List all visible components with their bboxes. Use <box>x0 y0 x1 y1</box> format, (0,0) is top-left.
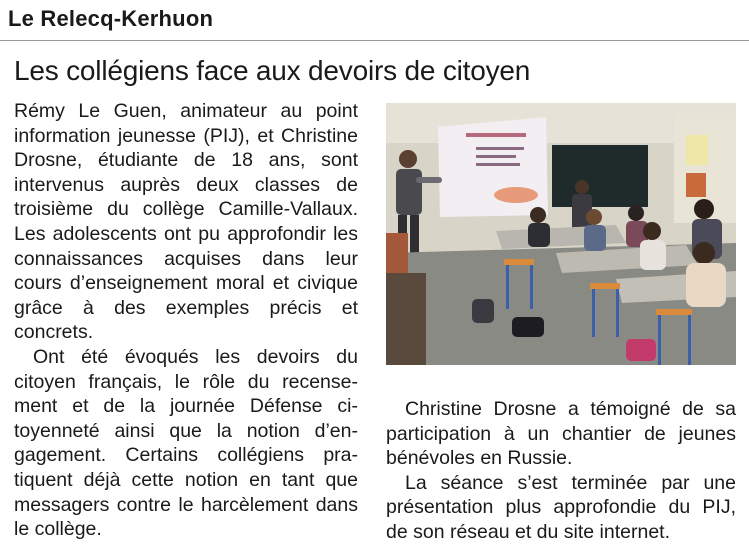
chair <box>504 259 534 265</box>
classroom-photo <box>386 103 736 365</box>
backpack <box>512 317 544 337</box>
student <box>530 207 546 223</box>
article-paragraph: Christine Drosne a témoigné de sa participation à un chantier de jeunes bénévoles en Russie. <box>386 398 736 470</box>
article-paragraph: Rémy Le Guen, animateur au point information jeunesse (PIJ), et Christine Drosne, étudiante de 18 ans, sont intervenus auprès deux classes de troisième du collège Camille-Vallaux. Les adolescents ont pu approfondir les connaissances acquises dans leur cours d’enseignement moral et civique grâce à des exemples précis et concrets. <box>14 100 358 344</box>
projected-slide <box>438 117 548 217</box>
article-paragraph: Ont été évoqués les devoirs du citoyen français, le rôle du recensement et de la journée Défense citoyenneté ainsi que la notion d’engagement. Certains collégiens pratiquent déjà cette notion en tant que messagers contre le harcèlement dans le collège. <box>14 345 358 541</box>
article-body-right-column <box>386 397 736 545</box>
header-divider <box>0 40 749 41</box>
blackboard <box>552 145 648 207</box>
presenter <box>399 150 417 168</box>
article-paragraph: La séance s’est terminée par une présentation plus approfondie du PIJ, de son réseau et du site internet. <box>386 471 736 543</box>
classroom-photo-illustration <box>386 103 736 365</box>
article-headline: Les collégiens face aux devoirs de citoyen <box>14 55 531 86</box>
poster <box>686 135 708 165</box>
article-location: Le Relecq-Kerhuon <box>8 6 214 31</box>
article-body-left-column <box>14 99 358 542</box>
